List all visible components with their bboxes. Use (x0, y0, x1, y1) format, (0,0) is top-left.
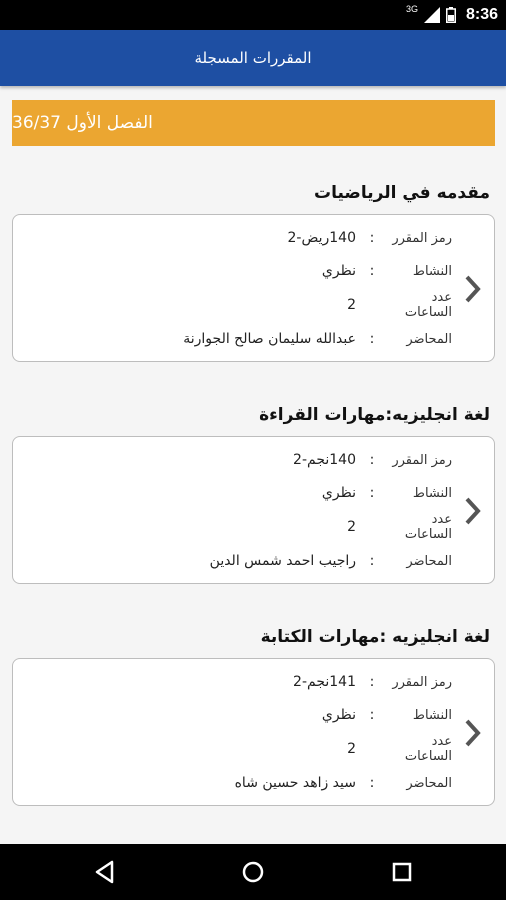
status-icons (406, 0, 498, 30)
hours-value: 2 (347, 297, 356, 313)
instructor-value: عبدالله سليمان صالح الجوارنة (183, 331, 356, 347)
course-card[interactable] (12, 658, 495, 806)
course-card[interactable] (12, 436, 495, 584)
navigation-bar (0, 844, 506, 900)
home-icon[interactable] (239, 858, 267, 886)
activity-value: نظري (321, 707, 356, 723)
app-bar (0, 30, 506, 86)
activity-value: نظري (321, 485, 356, 501)
colon: : (369, 485, 375, 501)
activity-value: نظري (321, 263, 356, 279)
activity-label: النشاط (412, 707, 452, 723)
semester-label: الفصل الأول 36/37 (12, 113, 153, 133)
course-activity-row (322, 260, 452, 282)
chevron-right-icon[interactable] (462, 273, 484, 305)
course-instructor-row (210, 550, 452, 572)
course-code-row (293, 449, 452, 471)
course-hours-row (347, 734, 452, 764)
instructor-value: سيد زاهد حسين شاه (234, 775, 356, 791)
course-title: مقدمه في الرياضيات (314, 183, 490, 203)
colon: : (369, 553, 375, 569)
course-title: لغة انجليزيه :مهارات الكتابة (260, 627, 490, 647)
page-title: المقررات المسجلة (194, 49, 312, 67)
course-activity-row (322, 704, 452, 726)
chevron-right-icon[interactable] (462, 495, 484, 527)
course-code-value: 141نجم-2 (293, 674, 356, 690)
activity-label: النشاط (412, 263, 452, 279)
chevron-right-icon[interactable] (462, 717, 484, 749)
recents-icon[interactable] (388, 858, 416, 886)
hours-label: عدد الساعات (404, 512, 452, 542)
signal-icon (424, 7, 440, 23)
activity-label: النشاط (412, 485, 452, 501)
course-hours-row (347, 512, 452, 542)
colon: : (369, 230, 375, 246)
semester-banner[interactable] (12, 100, 495, 146)
colon: : (369, 452, 375, 468)
course-hours-row (347, 290, 452, 320)
course-code-row (293, 671, 452, 693)
colon: : (369, 707, 375, 723)
hours-label: عدد الساعات (404, 290, 452, 320)
hours-value: 2 (347, 741, 356, 757)
colon: : (369, 263, 375, 279)
instructor-label: المحاضر (406, 331, 452, 347)
instructor-value: راجيب احمد شمس الدين (209, 553, 356, 569)
colon: : (369, 674, 375, 690)
course-code-row (287, 227, 452, 249)
course-code-label: رمز المقرر (392, 230, 452, 246)
back-icon[interactable] (92, 858, 120, 886)
instructor-label: المحاضر (406, 553, 452, 569)
hours-value: 2 (347, 519, 356, 535)
network-type: 3G (405, 4, 418, 14)
course-instructor-row (183, 328, 452, 350)
instructor-label: المحاضر (406, 775, 452, 791)
colon: : (369, 775, 375, 791)
hours-label: عدد الساعات (404, 734, 452, 764)
course-code-label: رمز المقرر (392, 674, 452, 690)
clock: 8:36 (465, 6, 498, 23)
course-instructor-row (235, 772, 452, 794)
course-activity-row (322, 482, 452, 504)
course-card[interactable] (12, 214, 495, 362)
course-code-value: 140ريض-2 (287, 230, 356, 246)
course-code-value: 140نجم-2 (293, 452, 356, 468)
course-title: لغة انجليزيه:مهارات القراءة (259, 405, 490, 425)
course-code-label: رمز المقرر (392, 452, 452, 468)
status-bar (0, 0, 506, 30)
battery-icon (446, 7, 456, 23)
colon: : (369, 331, 375, 347)
